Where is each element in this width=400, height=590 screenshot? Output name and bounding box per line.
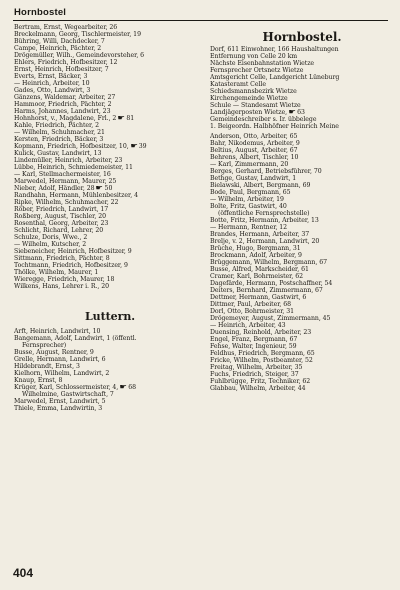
list-line: Dittmer, Paul, Arbeiter, 68 (210, 301, 292, 308)
list-line: Nächste Eisenbahnstation Wietze (210, 60, 315, 67)
pointing-hand-icon: ☛ (129, 143, 138, 150)
list-line: Botte, Fritz, Hermann, Arbeiter, 13 (210, 217, 319, 224)
list-line: Krüger, Karl, Schlossermeister, 4, ☛ 68 (14, 384, 137, 391)
list-line: Bahr, Nikodemus, Arbeiter, 9 (210, 140, 300, 147)
list-line: Engel, Franz, Bergmann, 67 (210, 336, 298, 343)
list-line: Bühring, Willi, Dachdecker, 7 (14, 38, 105, 45)
list-line: Busse, August, Rentner, 9 (14, 349, 94, 356)
running-head: Hornbostel (14, 7, 67, 18)
list-line: Bethge, Gustav, Landwirt, 1 (210, 175, 297, 182)
header-rule (13, 20, 388, 21)
list-line: Gemeindeschreiber s. Ir. übbelege (210, 116, 317, 123)
list-line: Drögemeyer, August, Zimmermann, 45 (210, 315, 331, 322)
list-line: Kirchengemeinde Wietze (210, 95, 288, 102)
list-line: Brelje, v. 2, Hermann, Landwirt, 20 (210, 238, 320, 245)
list-line: Brockmann, Adolf, Arbeiter, 9 (210, 252, 302, 259)
list-line: Everts, Ernst, Bäcker, 3 (14, 73, 88, 80)
list-line: — Heinrich, Arbeiter, 10 (14, 80, 90, 87)
list-line: Hammoor, Friedrich, Pächter, 2 (14, 101, 112, 108)
list-line: Rosenthal, Georg, Arbeiter, 23 (14, 220, 109, 227)
list-line: Ernst, Heinrich, Hofbesitzer, 7 (14, 66, 109, 73)
list-line: — Wilhelm, Schuhmacher, 21 (14, 129, 105, 136)
resident-list-luttern (14, 328, 206, 412)
section-title-hornbostel: Hornbostel. (262, 30, 342, 44)
list-line: Dorl, Otto, Bohrmeister, 31 (210, 308, 295, 315)
list-line: Nieber, Adolf, Händler, 28 ☛ 50 (14, 185, 113, 192)
list-line: Kahle, Friedrich, Pächter, 2 (14, 122, 99, 129)
list-line: (öffentliche Fernsprechstelle) (218, 210, 310, 217)
list-line: Beltius, August, Arbeiter, 67 (210, 147, 298, 154)
list-line: Tochtmann, Friedrich, Hofbesitzer, 9 (14, 262, 128, 269)
list-line: Lindemüller, Heinrich, Arbeiter, 23 (14, 157, 123, 164)
list-line: Fuchs, Friedrich, Steiger, 37 (210, 371, 299, 378)
resident-list-hornbostel-continued (14, 24, 206, 290)
list-line: Knaup, Ernst, 8 (14, 377, 63, 384)
list-line: Arft, Heinrich, Landwirt, 10 (14, 328, 101, 335)
pointing-hand-icon: ☛ (288, 109, 296, 116)
pointing-hand-icon: ☛ (117, 115, 126, 122)
pointing-hand-icon: ☛ (95, 185, 104, 192)
list-line: Brandes, Hermann, Arbeiter, 37 (210, 231, 310, 238)
list-line: 1. Beigeordn. Halbhöfner Heinrich Meine (210, 123, 339, 130)
list-line: Brüche, Hugo, Bergmann, 31 (210, 245, 301, 252)
list-line: Brüggemann, Wilhelm, Bergmann, 67 (210, 259, 327, 266)
list-line: — Karl, Stellmachermeister, 16 (14, 171, 111, 178)
list-line: — Hermann, Rentner, 12 (210, 224, 288, 231)
list-line: — Wilhelm, Arbeiter, 19 (210, 196, 284, 203)
list-line: Bode, Paul, Bergmann, 65 (210, 189, 291, 196)
list-line: Schulze, Doris, Wwe., 2 (14, 234, 88, 241)
list-line: Siebeneicher, Heinrich, Hofbesitzer, 9 (14, 248, 132, 255)
list-line: Bangemann, Adolf, Landwirt, 1 (öffentl. (14, 335, 137, 342)
list-line: Fricke, Wilhelm, Postbeamter, 52 (210, 357, 313, 364)
list-line: Kulick, Gustav, Landwirt, 13 (14, 150, 102, 157)
list-line: Wieregge, Friedrich, Maurer, 18 (14, 276, 115, 283)
list-line: Dagefärde, Hermann, Postschaffner, 54 (210, 280, 333, 287)
list-line: Entfernung von Celle 20 km (210, 53, 298, 60)
list-line: Fernsprecher Ortsnetz Wietze (210, 67, 304, 74)
list-line: Schlicht, Richard, Lehrer, 20 (14, 227, 104, 234)
list-line: Fehse, Walter, Ingenieur, 59 (210, 343, 297, 350)
list-line: Feldhus, Friedrich, Bergmann, 65 (210, 350, 315, 357)
list-line: Marwedel, Ernst, Landwirt, 5 (14, 398, 106, 405)
section-title-luttern: Luttern. (84, 310, 136, 323)
page-number: 404 (13, 566, 34, 580)
list-line: Ripke, Wilhelm, Schuhmacher, 22 (14, 199, 119, 206)
list-line: Lübbe, Heinrich, Schmiedemeister, 11 (14, 164, 133, 171)
list-line: Anderson, Otto, Arbeiter, 65 (210, 133, 298, 140)
list-line: Landjägerposten Wietze, ☛ 63 (210, 109, 305, 116)
list-line: Kersten, Friedrich, Bäcker, 3 (14, 136, 104, 143)
list-line: Dorf, 611 Einwohner, 166 Haushaltungen (210, 46, 339, 53)
list-line: Freitag, Wilhelm, Arbeiter, 35 (210, 364, 303, 371)
list-line: Wilhelmine, Gastwirtschaft, 7 (22, 391, 114, 398)
list-line: Schiedsmannsbezirk Wietze (210, 88, 297, 95)
list-line: Berges, Gerhard, Betriebsführer, 70 (210, 168, 322, 175)
list-line: Katasteramt Celle (210, 81, 266, 88)
list-line: Fuhlbrügge, Fritz, Techniker, 62 (210, 378, 311, 385)
pointing-hand-icon: ☛ (119, 384, 127, 391)
list-line: — Karl, Zimmermann, 20 (210, 161, 289, 168)
list-line: Bielawski, Albert, Bergmann, 69 (210, 182, 311, 189)
list-line: Hildebrandt, Ernst, 3 (14, 363, 80, 370)
resident-list-hornbostel (210, 133, 394, 392)
list-line: Duensing, Reinhold, Arbeiter, 23 (210, 329, 312, 336)
list-line: Deiters, Bernhard, Zimmermann, 67 (210, 287, 323, 294)
list-line: Marwedel, Hermann, Maurer, 25 (14, 178, 117, 185)
left-column (14, 24, 206, 412)
right-column (210, 24, 394, 392)
list-line: Roßberg, August, Tischler, 20 (14, 213, 106, 220)
list-line: Harms, Johannes, Landwirt, 23 (14, 108, 111, 115)
list-line: Drögemüller, Wilh., Gemeindevorsteher, 6 (14, 52, 145, 59)
list-line: Röber, Friedrich, Landwirt, 17 (14, 206, 109, 213)
list-line: Dettmer, Hermann, Gastwirt, 6 (210, 294, 307, 301)
list-line: Ehlers, Friedrich, Hofbesitzer, 12 (14, 59, 118, 66)
list-line: Cramer, Karl, Bohrmeister, 62 (210, 273, 303, 280)
list-line: Bertram, Ernst, Wegearbeiter, 26 (14, 24, 118, 31)
list-line: Kopmann, Friedrich, Hofbesitzer, 10, ☛ 39 (14, 143, 147, 150)
list-line: Glabbau, Wilhelm, Arbeiter, 44 (210, 385, 306, 392)
list-line: Sittmann, Friedrich, Pächter, 8 (14, 255, 110, 262)
list-line: Campe, Heinrich, Pächter, 2 (14, 45, 102, 52)
list-line: Behrens, Albert, Tischler, 10 (210, 154, 299, 161)
list-line: Gänzens, Waldemar, Arbeiter, 27 (14, 94, 116, 101)
list-line: Kielhorn, Wilhelm, Landwirt, 2 (14, 370, 110, 377)
list-line: Amtsgericht Celle, Landgericht Lüneburg (210, 74, 340, 81)
list-line: Bolte, Fritz, Gastwirt, 40 (210, 203, 287, 210)
village-info (210, 46, 394, 130)
list-line: Grelle, Hermann, Landwirt, 6 (14, 356, 106, 363)
list-line: Wilkens, Hans, Lehrer i. R., 20 (14, 283, 109, 290)
list-line: Randhahn, Hermann, Mühlenbesitzer, 4 (14, 192, 138, 199)
list-line: Schule — Standesamt Wietze (210, 102, 301, 109)
list-line: Hohnhorst, v., Magdalene, Frl., 2 ☛ 81 (14, 115, 135, 122)
list-line: Breckelmann, Georg, Tischlermeister, 19 (14, 31, 141, 38)
list-line: — Wilhelm, Kutscher, 2 (14, 241, 87, 248)
list-line: Fernsprecher) (22, 342, 67, 349)
list-line: Thiele, Emma, Landwirtin, 3 (14, 405, 103, 412)
list-line: Thölke, Wilhelm, Maurer, 1 (14, 269, 99, 276)
list-line: Busse, Alfred, Markscheider, 61 (210, 266, 309, 273)
list-line: — Heinrich, Arbeiter, 43 (210, 322, 286, 329)
list-line: Gades, Otto, Landwirt, 3 (14, 87, 91, 94)
